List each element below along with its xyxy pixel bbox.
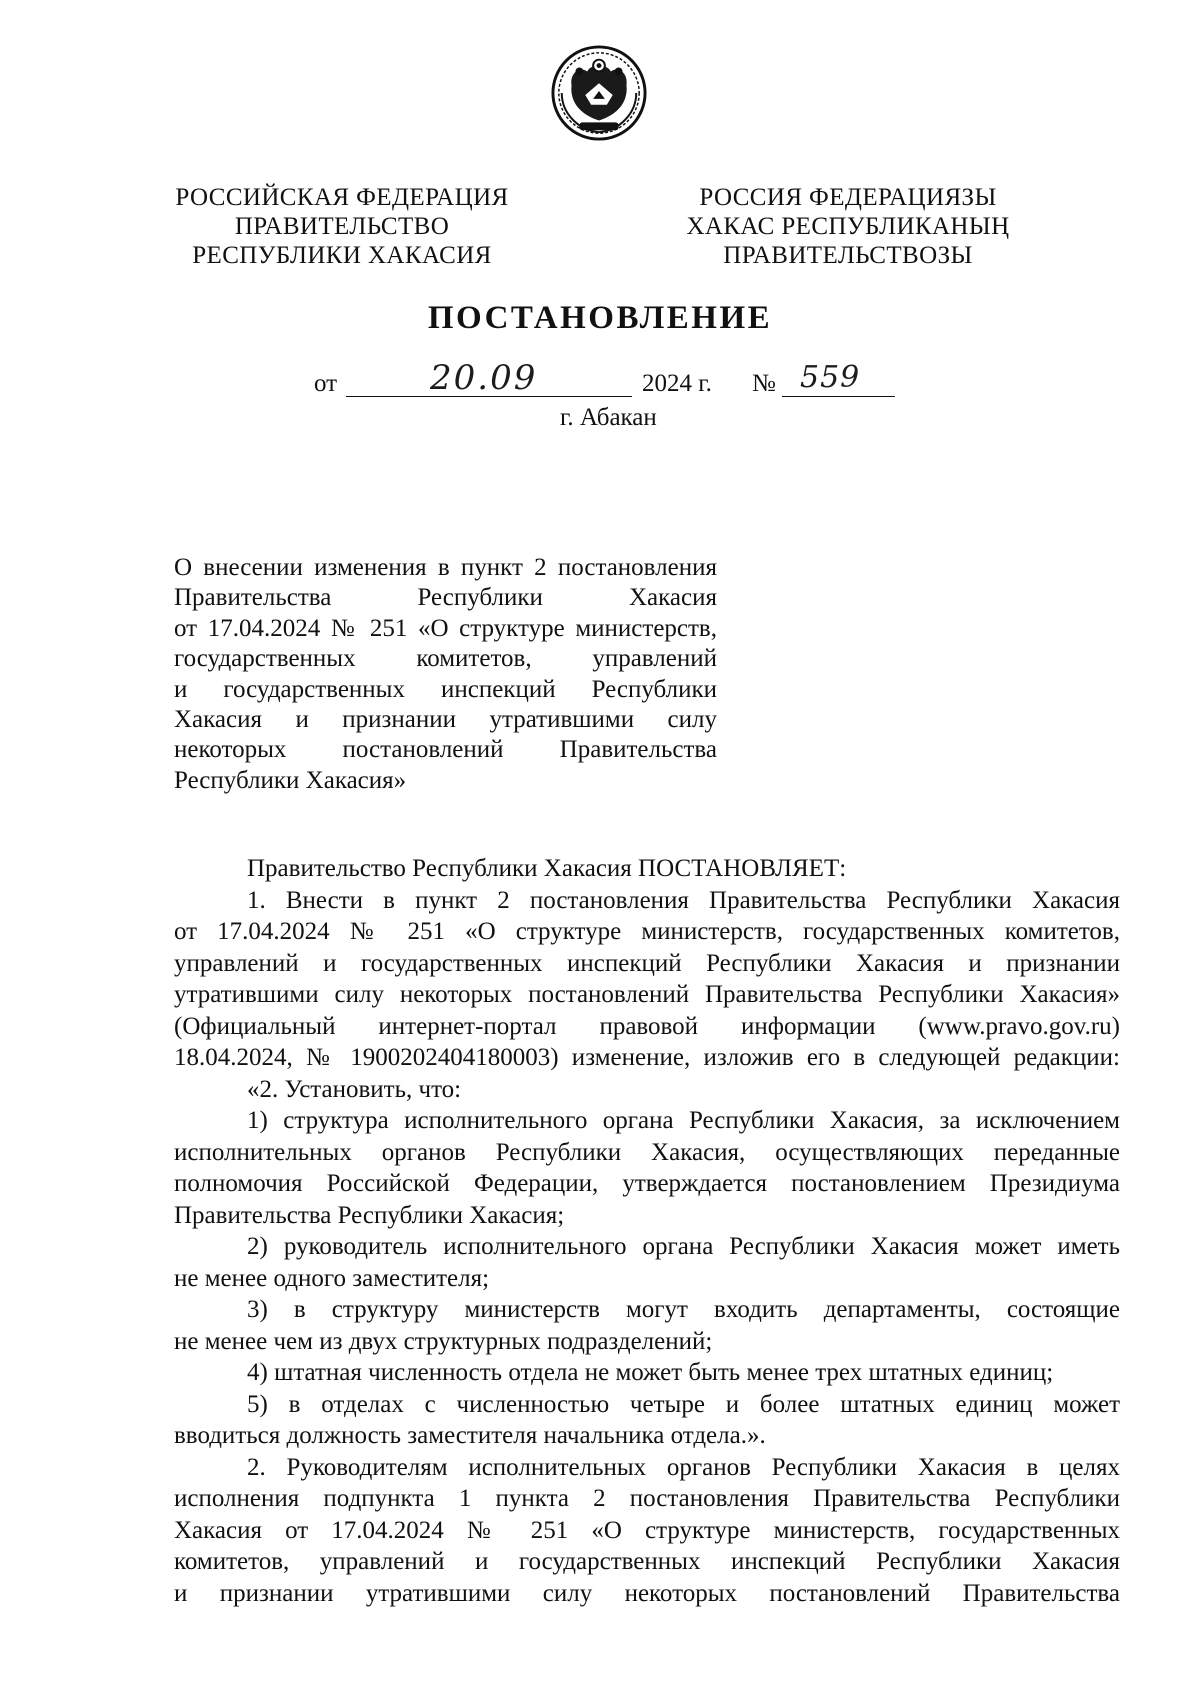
subject-line: некоторых постановлений Правительства (174, 736, 717, 764)
handwritten-date: 20.09 (430, 358, 538, 398)
subject-line: Правительства Республики Хакасия (174, 584, 717, 612)
body-line: комитетов, управлений и государственных инспекций Республики Хакасия (174, 1548, 1120, 1575)
body-line: управлений и государственных инспекций Республики Хакасия и признании (174, 949, 1120, 977)
body-line: не менее чем из двух структурных подразделений; (174, 1327, 713, 1355)
body-line: 4) штатная численность отдела не может быть менее трех штатных единиц; (247, 1359, 1054, 1386)
header-right-line: РОССИЯ ФЕДЕРАЦИЯЗЫ (699, 184, 997, 211)
header-left-line: РЕСПУБЛИКИ ХАКАСИЯ (192, 242, 492, 269)
body-line: 18.04.2024, № 1900202404180003) изменение, изложив его в следующей редакции: (174, 1044, 1120, 1071)
body-line: 1) структура исполнительного органа Республики Хакасия, за исключением (247, 1107, 1120, 1134)
body-line: от 17.04.2024 № 251 «О структуре министерств, государственных комитетов, (174, 918, 1120, 945)
city: г. Абакан (560, 404, 657, 431)
body-line: «2. Установить, что: (247, 1075, 462, 1103)
body-line: 3) в структуру министерств могут входить департаменты, состоящие (247, 1296, 1120, 1323)
coat-of-arms-emblem (550, 44, 648, 142)
body-line: Хакасия от 17.04.2024 № 251 «О структуре министерств, государственных (174, 1516, 1120, 1544)
document-subject (174, 553, 717, 796)
document-body (174, 853, 1120, 1609)
subject-line: О внесении изменения в пункт 2 постановления (174, 554, 717, 581)
subject-line: от 17.04.2024 № 251 «О структуре министерств, (174, 614, 717, 642)
header-left-line: РОССИЙСКАЯ ФЕДЕРАЦИЯ (175, 184, 509, 211)
body-line: 2. Руководителям исполнительных органов Республики Хакасия в целях (247, 1453, 1120, 1481)
body-line: (Официальный интернет-портал правовой информации (www.pravo.gov.ru) (174, 1012, 1120, 1040)
body-line: не менее одного заместителя; (174, 1264, 490, 1292)
header-right-line: ХАКАС РЕСПУБЛИКАНЫҢ (686, 213, 1010, 240)
subject-line: Республики Хакасия» (174, 766, 407, 794)
handwritten-number: 559 (800, 360, 861, 395)
body-line: исполнительных органов Республики Хакасия, осуществляющих переданные (174, 1138, 1120, 1166)
body-line: 1. Внести в пункт 2 постановления Правительства Республики Хакасия (247, 886, 1120, 914)
body-line: полномочия Российской Федерации, утверждается постановлением Президиума (174, 1170, 1120, 1197)
body-line: утратившими силу некоторых постановлений Правительства Республики Хакасия» (174, 981, 1120, 1008)
header-left (147, 183, 537, 270)
date-number-line (0, 358, 1200, 402)
header-right (653, 183, 1043, 270)
subject-line: государственных комитетов, управлений (174, 645, 717, 673)
header-left-line: ПРАВИТЕЛЬСТВО (234, 213, 450, 240)
body-line: Правительство Республики Хакасия ПОСТАНОВЛЯЕТ: (247, 855, 847, 882)
body-line: 5) в отделах с численностью четыре и более штатных единиц может (247, 1390, 1120, 1418)
subject-line: Хакасия и признании утратившими силу (174, 705, 717, 733)
document-title: ПОСТАНОВЛЕНИЕ (427, 300, 773, 336)
number-underline (782, 396, 895, 397)
number-label: № (752, 370, 776, 397)
body-line: исполнения подпункта 1 пункта 2 постановления Правительства Республики (174, 1485, 1120, 1512)
body-line: и признании утратившими силу некоторых постановлений Правительства (174, 1579, 1120, 1607)
body-line: Правительства Республики Хакасия; (174, 1201, 565, 1229)
date-prefix: от (314, 370, 338, 397)
body-line: вводиться должность заместителя начальника отдела.». (174, 1422, 766, 1449)
subject-line: и государственных инспекций Республики (174, 675, 717, 703)
date-year: 2024 г. (642, 370, 712, 397)
header-right-line: ПРАВИТЕЛЬСТВОЗЫ (723, 242, 973, 269)
body-line: 2) руководитель исполнительного органа Республики Хакасия может иметь (247, 1233, 1120, 1260)
